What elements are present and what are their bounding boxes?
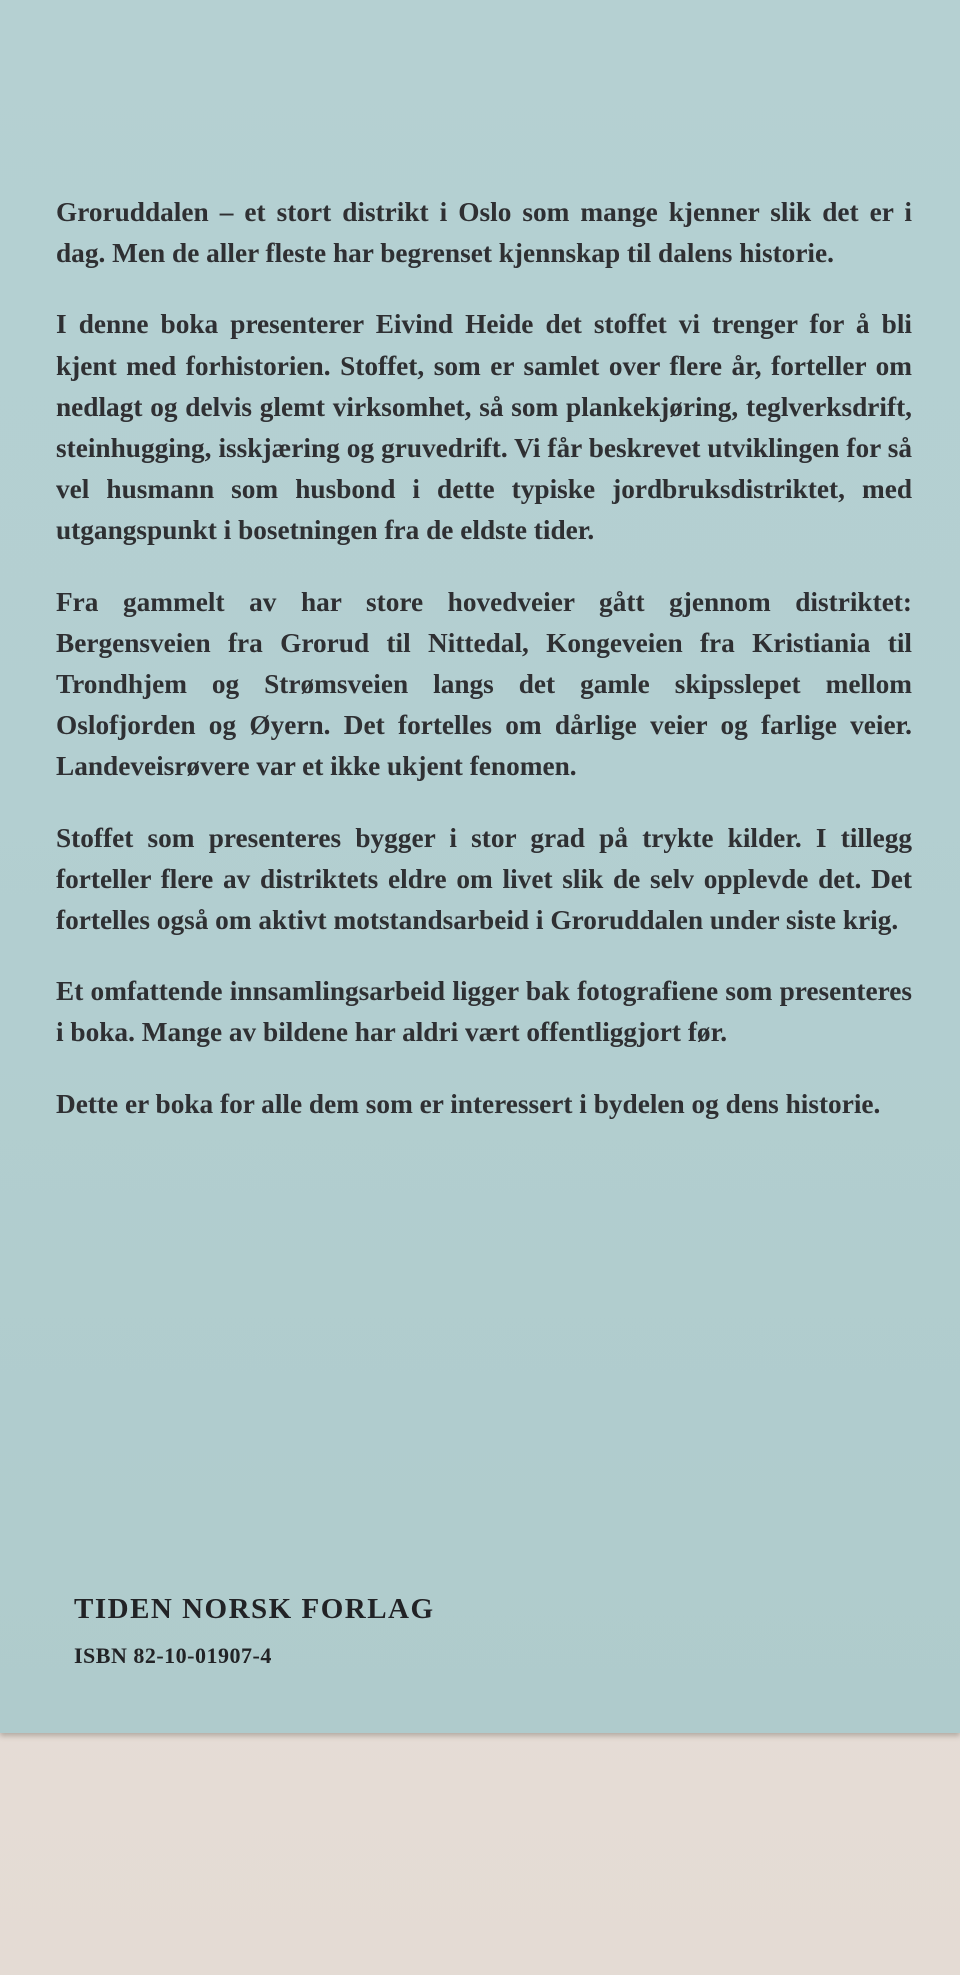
blurb-text: [56, 192, 912, 1155]
blurb-paragraph: Dette er boka for alle dem som er interessert i bydelen og dens historie.: [56, 1088, 881, 1119]
blurb-paragraph: Fra gammelt av har store hovedveier gått gjennom distriktet: Bergensveien fra Grorud til Nittedal, Kongeveien fra Kristiania til Trondhjem og Strømsveien langs det gamle skipsslepet mellom Oslofjorden og Øyern. Det fortelles om dårlige veier og farlige veier. Landeveisrøvere var et ikke ukjent fenomen.: [56, 586, 912, 782]
isbn-number: ISBN 82-10-01907-4: [74, 1643, 272, 1668]
blurb-paragraph: Stoffet som presenteres bygger i stor grad på trykte kilder. I tillegg forteller flere av distriktets eldre om livet slik de selv opplevde det. Det fortelles også om aktivt motstandsarbeid i Groruddalen under siste krig.: [56, 822, 912, 936]
table-surface: [0, 1733, 960, 1975]
blurb-paragraph: I denne boka presenterer Eivind Heide det stoffet vi trenger for å bli kjent med forhistorien. Stoffet, som er samlet over flere år, forteller om nedlagt og delvis glemt virksomhet, så som plankekjøring, teglverksdrift, steinhugging, isskjæring og gruvedrift. Vi får beskrevet utviklingen for så vel husmann som husbond i dette typiske jordbruksdistriktet, med utgangspunkt i bosetningen fra de eldste tider.: [56, 309, 912, 546]
blurb-paragraph: Groruddalen – et stort distrikt i Oslo som mange kjenner slik det er i dag. Men de aller fleste har begrenset kjennskap til dalens historie.: [56, 197, 912, 269]
publisher-name: TIDEN NORSK FORLAG: [74, 1593, 435, 1625]
blurb-paragraph: Et omfattende innsamlingsarbeid ligger bak fotografiene som presenteres i boka. Mange av bildene har aldri vært offentliggjort før.: [56, 976, 912, 1048]
